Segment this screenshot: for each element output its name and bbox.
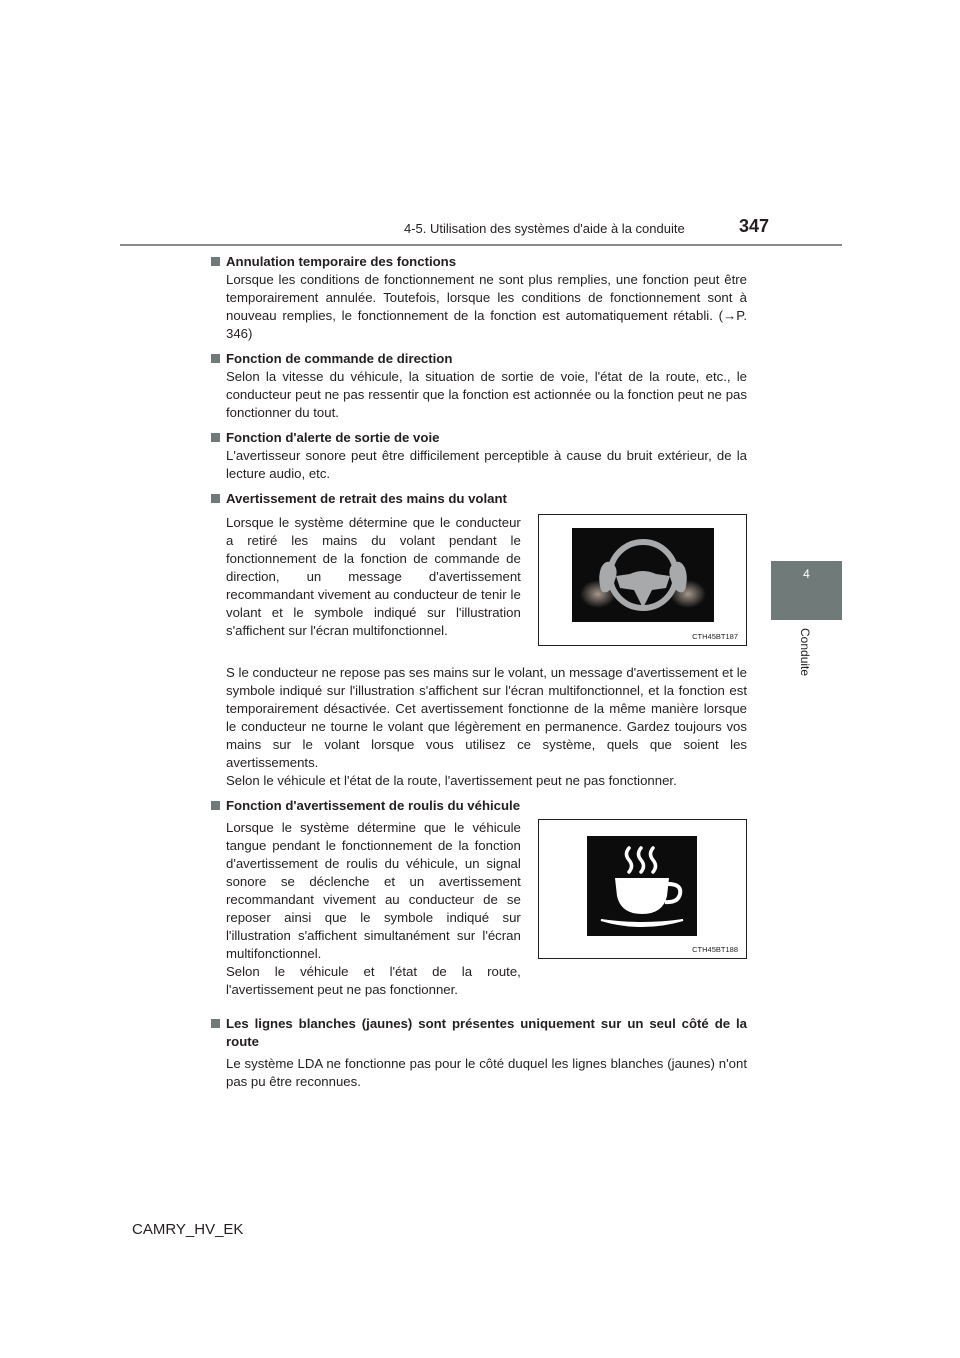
hands-off-steering-wheel-icon bbox=[572, 528, 714, 622]
square-bullet-icon bbox=[211, 257, 220, 266]
page-content bbox=[211, 253, 747, 1091]
section-single-side-lines bbox=[211, 1015, 747, 1091]
chapter-tab bbox=[771, 561, 842, 620]
square-bullet-icon bbox=[211, 433, 220, 442]
section-title-text: Avertissement de retrait des mains du volant bbox=[226, 491, 507, 506]
section-body: Le système LDA ne fonctionne pas pour le côté duquel les lignes blanches (jaunes) n'ont pas pu être reconnues. bbox=[226, 1056, 747, 1089]
section-title-text: Annulation temporaire des fonctions bbox=[226, 254, 457, 269]
section-title-text: Fonction d'avertissement de roulis du véhicule bbox=[226, 798, 521, 813]
chapter-label-text: Conduite bbox=[798, 628, 812, 677]
section-body: S le conducteur ne repose pas ses mains sur le volant, un message d'avertissement et le symbole indiqué sur l'illustration s'affichent sur l'écran multifonctionnel, et la fonction est temporairement désactivée. Cet avertissement fonctionne de la même manière lorsque le conducteur ne tourne le volant que légèrement en permanence. Gardez toujours vos mains sur le volant lorsque vous utilisez ce système, quels que soient les avertissements. bbox=[226, 665, 747, 770]
coffee-cup-icon bbox=[587, 836, 697, 936]
section-body: Lorsque les conditions de fonctionnement ne sont plus remplies, une fonction peut être temporairement annulée. Toutefois, lorsque les conditions de fonctionnement sont à nouveau remplies, le fonctionnement de la fonction est automatiquement rétabli. (→P. 346) bbox=[226, 272, 747, 341]
chapter-label bbox=[798, 628, 812, 688]
square-bullet-icon bbox=[211, 1019, 220, 1028]
section-hands-off-warning bbox=[211, 490, 747, 790]
section-sway-warning bbox=[211, 797, 747, 999]
section-title bbox=[211, 797, 747, 815]
header-rule bbox=[120, 244, 842, 246]
section-side-note: Selon le véhicule et l'état de la route, l'avertissement peut ne pas fonctionner. bbox=[226, 964, 521, 997]
section-title-text: Fonction d'alerte de sortie de voie bbox=[226, 430, 440, 445]
square-bullet-icon bbox=[211, 494, 220, 503]
section-title bbox=[211, 350, 747, 368]
model-code: CAMRY_HV_EK bbox=[132, 1221, 244, 1238]
section-title-text: Les lignes blanches (jaunes) sont présentes uniquement sur un seul côté de la route bbox=[226, 1016, 747, 1049]
section-body: Selon la vitesse du véhicule, la situation de sortie de voie, l'état de la route, etc., le conducteur peut ne pas ressentir que la fonction est actionnée ou la fonction peut ne pas fonctionner du tout. bbox=[226, 369, 747, 420]
figure-code: CTH45BT188 bbox=[692, 945, 738, 954]
section-title bbox=[211, 253, 747, 271]
section-title bbox=[211, 429, 747, 447]
square-bullet-icon bbox=[211, 354, 220, 363]
figure-code: CTH45BT187 bbox=[692, 632, 738, 641]
section-title bbox=[211, 490, 747, 508]
section-lane-departure-alert bbox=[211, 429, 747, 483]
chapter-number: 4 bbox=[803, 567, 810, 581]
section-side-text: Lorsque le système détermine que le conducteur a retiré les mains du volant pendant le fonctionnement de la fonction de commande de direction, un message d'avertissement recommandant vivement au conducteur de tenir le volant et le symbole indiqué sur l'illustration s'affichent sur l'écran multifonctionnel. bbox=[226, 515, 521, 638]
section-steering-control bbox=[211, 350, 747, 422]
page-number: 347 bbox=[739, 216, 770, 236]
multi-display-screen bbox=[572, 528, 714, 622]
section-temporary-cancel bbox=[211, 253, 747, 343]
header-section-title: 4-5. Utilisation des systèmes d'aide à la conduite bbox=[404, 221, 685, 236]
section-body: L'avertisseur sonore peut être difficilement perceptible à cause du bruit extérieur, de la lecture audio, etc. bbox=[226, 448, 747, 481]
section-side-text: Lorsque le système détermine que le véhicule tangue pendant le fonctionnement de la fonction d'avertissement de roulis du véhicule, un signal sonore se déclenche et un avertissement recommandant vivement au conducteur de se reposer ainsi que le symbole indiqué sur l'illustration s'affichent simultanément sur l'écran multifonctionnel. bbox=[226, 820, 521, 961]
square-bullet-icon bbox=[211, 801, 220, 810]
section-title bbox=[211, 1015, 747, 1051]
illustration-hands-off bbox=[538, 514, 747, 646]
multi-display-screen bbox=[587, 836, 697, 936]
section-title-text: Fonction de commande de direction bbox=[226, 351, 453, 366]
section-body: Selon le véhicule et l'état de la route, l'avertissement peut ne pas fonctionner. bbox=[226, 773, 677, 788]
illustration-coffee-cup bbox=[538, 819, 747, 959]
